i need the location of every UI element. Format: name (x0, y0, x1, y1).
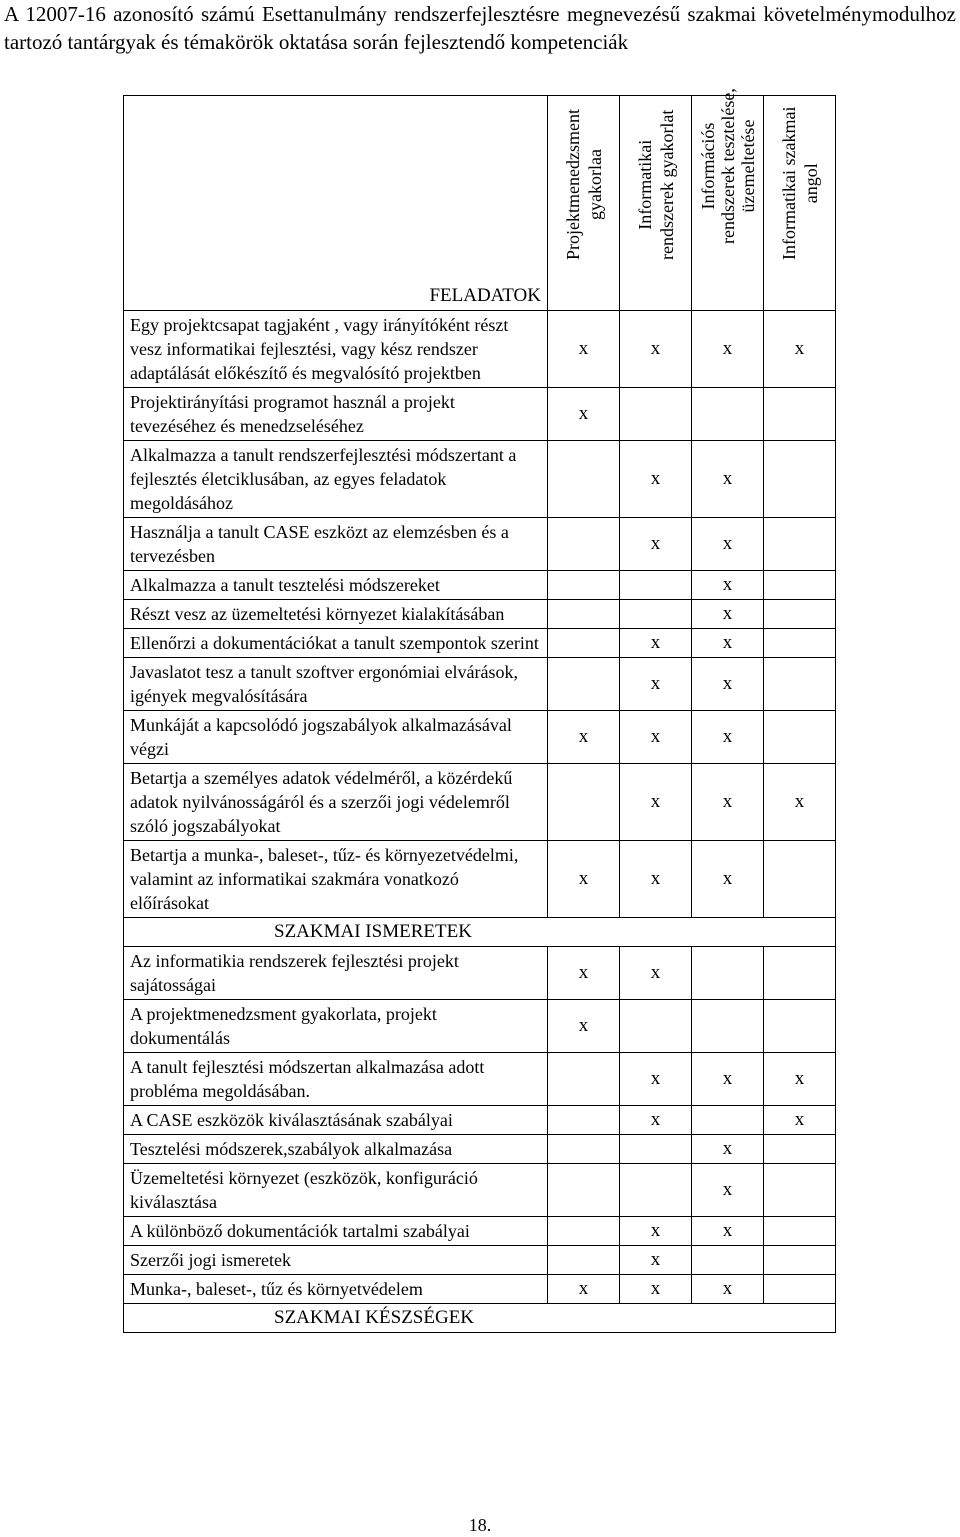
table-row (124, 1275, 836, 1304)
mark-cell-c4 (764, 1246, 836, 1275)
mark-cell-c1: x (548, 1000, 620, 1053)
mark-cell-c1 (548, 571, 620, 600)
table-row (124, 571, 836, 600)
mark-cell-c4 (764, 518, 836, 571)
mark-cell-c1 (548, 1053, 620, 1106)
row-description: A tanult fejlesztési módszertan alkalmazása adott probléma megoldásában. (124, 1053, 548, 1106)
mark-cell-c1 (548, 629, 620, 658)
mark-cell-c2: x (620, 1217, 692, 1246)
table-row (124, 1053, 836, 1106)
row-description: Munkáját a kapcsolódó jogszabályok alkalmazásával végzi (124, 711, 548, 764)
mark-cell-c2: x (620, 311, 692, 388)
mark-cell-c4: x (764, 311, 836, 388)
mark-cell-c3: x (692, 441, 764, 518)
mark-cell-c2: x (620, 764, 692, 841)
mark-cell-c3 (692, 1106, 764, 1135)
mark-cell-c4 (764, 629, 836, 658)
row-description: Munka-, baleset-, tűz és környetvédelem (124, 1275, 548, 1304)
table-row (124, 1246, 836, 1275)
ismeretek-body (124, 947, 836, 1304)
mark-cell-c4 (764, 388, 836, 441)
section-row (124, 1304, 836, 1333)
mark-cell-c3: x (692, 1275, 764, 1304)
page-title: A 12007-16 azonosító számú Esettanulmány rendszerfejlesztésre megnevezésű szakmai követelménymodulhoz tartozó tantárgyak és témakörök oktatása során fejlesztendő kompetenciák (4, 2, 956, 54)
section-header-szakmai-ismeretek: SZAKMAI ISMERETEK (124, 918, 836, 947)
mark-cell-c1 (548, 1217, 620, 1246)
section-header-feladatok: FELADATOK (124, 282, 548, 311)
column-header-label: Információs rendszerek tesztelése, üzemeltetése (697, 88, 758, 244)
column-header-label: Informatikai rendszerek gyakorlat (634, 109, 677, 260)
mark-cell-c3: x (692, 764, 764, 841)
row-description: A projektmenedzsment gyakorlata, projekt dokumentálás (124, 1000, 548, 1053)
table-row (124, 1164, 836, 1217)
mark-cell-c2: x (620, 658, 692, 711)
mark-cell-c1 (548, 518, 620, 571)
row-description: Betartja a személyes adatok védelméről, a közérdekű adatok nyilvánosságáról és a szerzői jogi védelemről szóló jogszabályokat (124, 764, 548, 841)
mark-cell-c4 (764, 600, 836, 629)
mark-cell-c3: x (692, 711, 764, 764)
table-row (124, 841, 836, 918)
mark-cell-c2: x (620, 1275, 692, 1304)
mark-cell-c4: x (764, 764, 836, 841)
mark-cell-c4 (764, 1000, 836, 1053)
mark-cell-c2 (620, 1164, 692, 1217)
mark-cell-c3: x (692, 1164, 764, 1217)
row-description: Tesztelési módszerek,szabályok alkalmazása (124, 1135, 548, 1164)
mark-cell-c1: x (548, 841, 620, 918)
table-row (124, 1106, 836, 1135)
mark-cell-c2: x (620, 1106, 692, 1135)
row-description: Részt vesz az üzemeltetési környezet kialakításában (124, 600, 548, 629)
row-description: A különböző dokumentációk tartalmi szabályai (124, 1217, 548, 1246)
mark-cell-c2: x (620, 711, 692, 764)
mark-cell-c3: x (692, 658, 764, 711)
table-row (124, 629, 836, 658)
mark-cell-c2: x (620, 518, 692, 571)
row-description: Használja a tanult CASE eszközt az elemzésben és a tervezésben (124, 518, 548, 571)
section-row (124, 918, 836, 947)
mark-cell-c3: x (692, 1135, 764, 1164)
table-row (124, 388, 836, 441)
mark-cell-c4 (764, 947, 836, 1000)
table-row (124, 600, 836, 629)
mark-cell-c3: x (692, 518, 764, 571)
mark-cell-c3: x (692, 629, 764, 658)
mark-cell-c1 (548, 441, 620, 518)
column-header-label: Informatikai szakmai angol (778, 106, 821, 260)
mark-cell-c3 (692, 1000, 764, 1053)
row-description: Alkalmazza a tanult tesztelési módszereket (124, 571, 548, 600)
table-row (124, 711, 836, 764)
mark-cell-c2: x (620, 1246, 692, 1275)
row-description: Szerzői jogi ismeretek (124, 1246, 548, 1275)
mark-cell-c4 (764, 441, 836, 518)
mark-cell-c3: x (692, 1217, 764, 1246)
mark-cell-c4 (764, 711, 836, 764)
mark-cell-c2 (620, 600, 692, 629)
row-description: Alkalmazza a tanult rendszerfejlesztési módszertant a fejlesztés életciklusában, az egyes feladatok megoldásához (124, 441, 548, 518)
row-description: Egy projektcsapat tagjaként , vagy irányítóként részt vesz informatikai fejlesztési, vagy kész rendszer adaptálását előkészítő és megvalósító projektben (124, 311, 548, 388)
mark-cell-c2 (620, 1000, 692, 1053)
mark-cell-c1 (548, 1135, 620, 1164)
column-header-row (124, 96, 836, 283)
mark-cell-c2: x (620, 629, 692, 658)
mark-cell-c3 (692, 947, 764, 1000)
mark-cell-c3: x (692, 571, 764, 600)
competency-matrix-table (123, 88, 836, 1333)
table-row (124, 947, 836, 1000)
row-description: A CASE eszközök kiválasztásának szabályai (124, 1106, 548, 1135)
table-row (124, 658, 836, 711)
mark-cell-c3: x (692, 600, 764, 629)
mark-cell-c3 (692, 1246, 764, 1275)
column-header-projektmenedzsment (548, 96, 620, 311)
mark-cell-c4 (764, 1135, 836, 1164)
mark-cell-c4: x (764, 1106, 836, 1135)
mark-cell-c1: x (548, 311, 620, 388)
column-header-informatikai-rendszerek (620, 96, 692, 311)
mark-cell-c4 (764, 1217, 836, 1246)
mark-cell-c2: x (620, 1053, 692, 1106)
row-description: Projektirányítási programot használ a projekt tevezéséhez és menedzseléséhez (124, 388, 548, 441)
mark-cell-c1 (548, 1164, 620, 1217)
column-header-label: Projektmenedzsment gyakorlaa (562, 109, 605, 260)
mark-cell-c2: x (620, 441, 692, 518)
mark-cell-c4: x (764, 1053, 836, 1106)
section-header-szakmai-keszsegek: SZAKMAI KÉSZSÉGEK (124, 1304, 836, 1333)
row-description: Az informatikia rendszerek fejlesztési projekt sajátosságai (124, 947, 548, 1000)
mark-cell-c3: x (692, 841, 764, 918)
row-description: Betartja a munka-, baleset-, tűz- és környezetvédelmi, valamint az informatikai szakmára vonatkozó előírásokat (124, 841, 548, 918)
mark-cell-c1 (548, 764, 620, 841)
page-number: 18. (468, 1515, 492, 1535)
table-row (124, 1135, 836, 1164)
row-description: Ellenőrzi a dokumentációkat a tanult szempontok szerint (124, 629, 548, 658)
table-row (124, 764, 836, 841)
mark-cell-c1 (548, 1106, 620, 1135)
mark-cell-c1 (548, 658, 620, 711)
mark-cell-c4 (764, 1164, 836, 1217)
mark-cell-c1 (548, 600, 620, 629)
table-row (124, 1217, 836, 1246)
mark-cell-c1: x (548, 711, 620, 764)
mark-cell-c2: x (620, 841, 692, 918)
table-row (124, 1000, 836, 1053)
row-description: Javaslatot tesz a tanult szoftver ergonómiai elvárások, igények megvalósítására (124, 658, 548, 711)
mark-cell-c4 (764, 841, 836, 918)
mark-cell-c2 (620, 571, 692, 600)
mark-cell-c2: x (620, 947, 692, 1000)
header-empty-cell (124, 96, 548, 283)
mark-cell-c3: x (692, 1053, 764, 1106)
mark-cell-c2 (620, 1135, 692, 1164)
row-description: Üzemeltetési környezet (eszközök, konfiguráció kiválasztása (124, 1164, 548, 1217)
mark-cell-c3 (692, 388, 764, 441)
table-row (124, 311, 836, 388)
feladatok-body (124, 311, 836, 918)
mark-cell-c3: x (692, 311, 764, 388)
mark-cell-c4 (764, 1275, 836, 1304)
mark-cell-c2 (620, 388, 692, 441)
mark-cell-c4 (764, 658, 836, 711)
mark-cell-c1: x (548, 1275, 620, 1304)
mark-cell-c1 (548, 1246, 620, 1275)
table-row (124, 441, 836, 518)
mark-cell-c1: x (548, 388, 620, 441)
table-row (124, 518, 836, 571)
mark-cell-c1: x (548, 947, 620, 1000)
mark-cell-c4 (764, 571, 836, 600)
column-header-informacios-rendszerek (692, 88, 764, 311)
column-header-szakmai-angol (764, 96, 836, 311)
